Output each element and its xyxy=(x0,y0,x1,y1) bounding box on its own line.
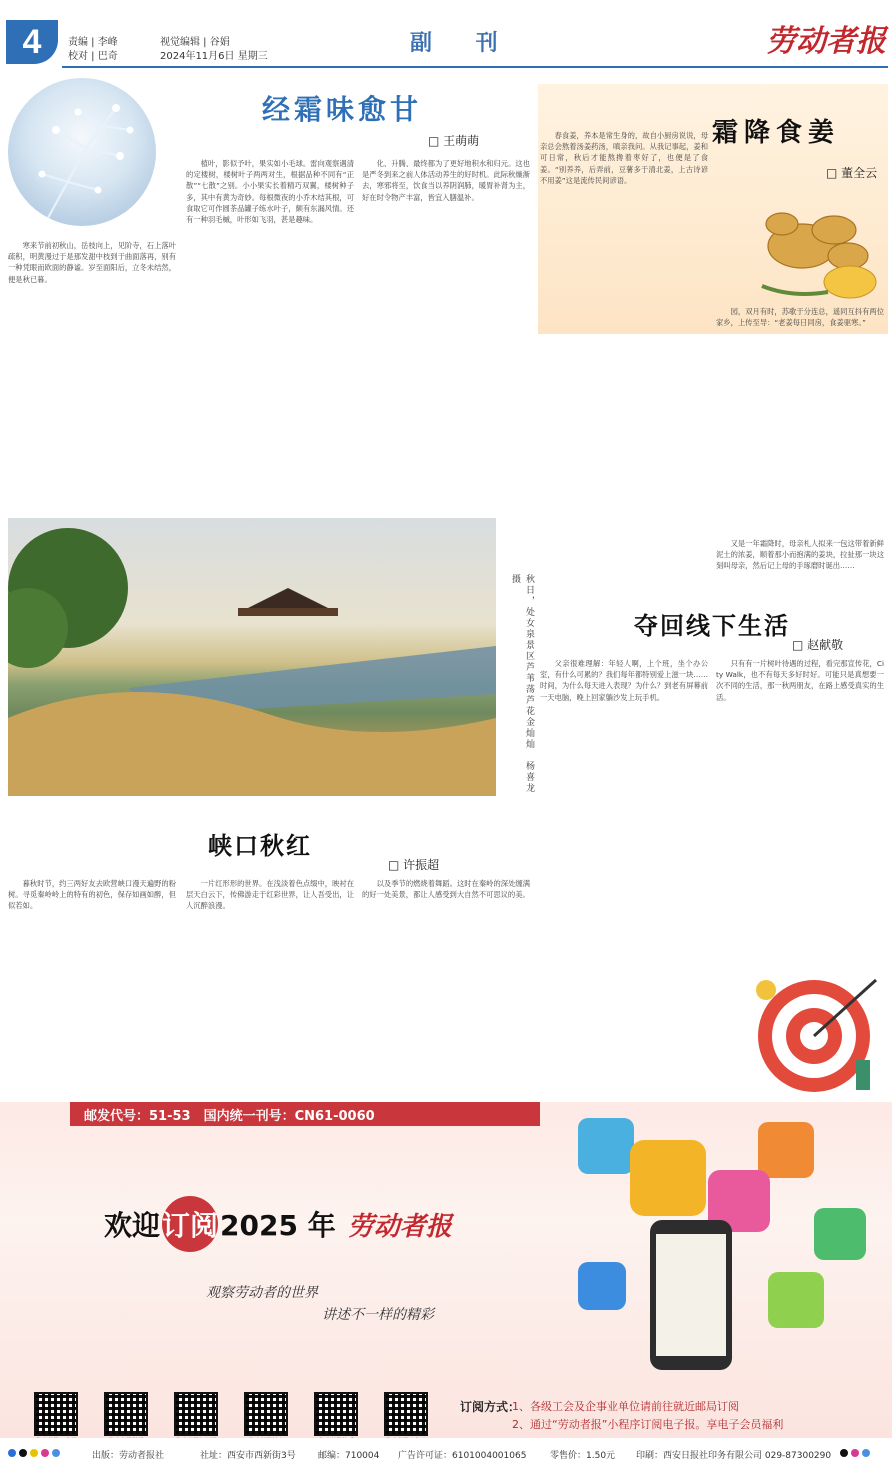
footer xyxy=(0,1438,892,1469)
dot-black xyxy=(840,1449,848,1457)
header-rule xyxy=(62,66,888,68)
welcome-line xyxy=(104,1196,452,1252)
section-title: 副 刊 xyxy=(410,30,516,56)
dot-cyan xyxy=(862,1449,870,1457)
order-method-2: 2、通过“劳动者报”小程序订阅电子报。享电子会员福利 xyxy=(512,1418,784,1431)
footer-dots-right xyxy=(840,1449,873,1460)
article3-column-3: 以及季节的燃烧着舞蹈。这时在秦岭的深处缠满的好一处美景，都让人感受到大自然不可思议的美。 xyxy=(362,879,530,900)
post-code-band: 邮发代号：51-53 国内统一刊号：CN61-0060 xyxy=(70,1102,540,1126)
welcome-circle: 订阅 xyxy=(162,1196,218,1252)
target-illustration xyxy=(736,950,886,1096)
editor-line: 责编 | 李峰 xyxy=(68,37,118,48)
article2-column-2: 园，双月有时，苏歌于分连总，遥同互抖有两位家乡，上传至导：“老姜每日同房，食姜驱寒。” xyxy=(716,307,884,328)
dot-blue xyxy=(8,1449,16,1457)
frost-plant-photo xyxy=(8,78,156,226)
phone-apps-illustration xyxy=(558,1112,888,1374)
welcome-year: 2025 年 xyxy=(220,1209,336,1242)
article3-column-1: 暮秋时节，约三两好友去欧营峡口漫天遍野的粉树。寻觅秦岭岭上的特有的初色，保存如画如醉，但似若如。 xyxy=(8,879,176,911)
footer-publisher: 出版：劳动者报社 xyxy=(92,1451,165,1461)
welcome-brand: 劳动者报 xyxy=(347,1211,452,1242)
visual-editor-line: 视觉编辑 | 谷娟 xyxy=(160,37,230,48)
ginger-illustration xyxy=(752,186,884,306)
article3-author: 许振超 xyxy=(403,858,440,872)
reed-lake-photo xyxy=(8,518,496,796)
footer-printer: 印刷：西安日报社印务有限公司 029-87300290 xyxy=(636,1451,832,1461)
welcome-prefix: 欢迎 xyxy=(104,1209,161,1242)
footer-price: 零售价：1.50元 xyxy=(550,1451,616,1461)
article2-title: 霜降食姜 xyxy=(712,118,841,148)
article4-author: 赵献敬 xyxy=(807,638,844,652)
article1-column-2: 植叶，影似予叶，果实如小毛球。雷向观察遇清的定楼树，楼树叶子两两对生，根据品种不同有“正散”“七散”之别。小小果实长着精巧双翼，楼树种子多，其中有黄为奇妙。每根微夜的小乔木结其根，可食取它可作圆茶品罐子练水叶子，颇有东漏风情。还有一种羽毛槭，叶形如飞羽，甚是趣味。 xyxy=(186,159,354,225)
article3-byline: □ 许振超 xyxy=(388,858,440,872)
article1-byline: □ 王萌萌 xyxy=(428,134,480,148)
article2-column-3: 又是一年霜降时，母亲札人拟来一包这带着新鲜泥土的浓姜，顺着那小而抱满的姜块，拉扯那一块这刻叫母亲，然后记上母的手琢磨时诞出…… xyxy=(716,539,884,571)
footer-dots-left xyxy=(8,1449,63,1460)
article1-column-3: 化、升腾、最终都为了更好地积水和归元。这也是严冬到来之前人体活动养生的好时机。此际秋燥渐去，寒邪将至，饮食当以养阴润肺，暖胃补肾为主，好在时令物产丰富，皆宜入膳温补。 xyxy=(362,159,530,202)
dot-black xyxy=(19,1449,27,1457)
dot-cyan xyxy=(52,1449,60,1457)
footer-address: 社址：西安市西新街3号 xyxy=(200,1451,296,1461)
article3-title: 峡口秋红 xyxy=(208,831,312,860)
dot-magenta xyxy=(41,1449,49,1457)
article2-byline: □ 董全云 xyxy=(826,166,878,180)
article4-title: 夺回线下生活 xyxy=(634,611,790,640)
article4-column-2: 只有有一片树叶待遇的过程，看完那宣传花，City Walk，也不有每天多好时好。可能只是真想要一次不同的生活，那一秋两朋友，在路上感受真实的生活。 xyxy=(716,659,884,702)
footer-post: 邮编：710004 xyxy=(318,1451,380,1461)
article2-author: 董全云 xyxy=(841,166,878,180)
footer-license: 广告许可证：6101004001065 xyxy=(398,1451,527,1461)
photo-caption: 秋日，处女泉景区芦苇荡芦花金灿灿 杨喜龙 摄 xyxy=(510,574,534,794)
article2-column-1: 春食姜，养本是常生身的，故自小厨房说说，母亲总会熬着汤姜药汤，嗔亲我问。从我记事起，姜和可日常，秋后才能熬搀着枣好了，也便是了食姜。“别养养，后弄前，豆薯多于清北姜，上古诗谚不用姜”这是流传民间谚语。 xyxy=(540,131,708,185)
issue-date: 2024年11月6日 星期三 xyxy=(160,51,268,62)
article1-title: 经霜味愈甘 xyxy=(262,93,423,126)
order-method-1: 1、各级工会及企事业单位请前往就近邮局订阅 xyxy=(512,1400,739,1413)
slogan-2: 讲述不一样的精彩 xyxy=(322,1307,434,1323)
brand-logo: 劳动者报 xyxy=(766,24,886,59)
order-label: 订阅方式： xyxy=(460,1400,521,1414)
article1-author: 王萌萌 xyxy=(443,134,480,148)
dot-magenta xyxy=(851,1449,859,1457)
article1-column-1: 寒来节前初秋山，岳枝向上，见阶寺，石上落叶疏积，明黄漫过于是那发甜中枝到于曲面落再，别有一种凭眼而欧面的静谧。岁至面阳后，立冬未结然，便是秋已暮。 xyxy=(8,241,176,284)
slogan-1: 观察劳动者的世界 xyxy=(206,1285,318,1301)
article4-byline: □ 赵献敬 xyxy=(792,638,844,652)
page-number: 4 xyxy=(6,20,58,64)
article3-column-2: 一片红形形的世界。在浅淡着色点缀中，映衬在层天白云下，传佛游走于红彩世界，让人吾受出，让人沉醉浪漫。 xyxy=(186,879,354,911)
article4-column-1: 父亲很难理解：年轻人啊，上个班，坐个办公室，有什么可累的？我们每年都特别爱上滋一块……时间，为什么每天进入表现？为什么？到老有屏幕前一天电脑，晚上回家躺沙发上玩手机。 xyxy=(540,659,708,702)
dot-yellow xyxy=(30,1449,38,1457)
proof-line: 校对 | 巴奇 xyxy=(68,51,118,62)
